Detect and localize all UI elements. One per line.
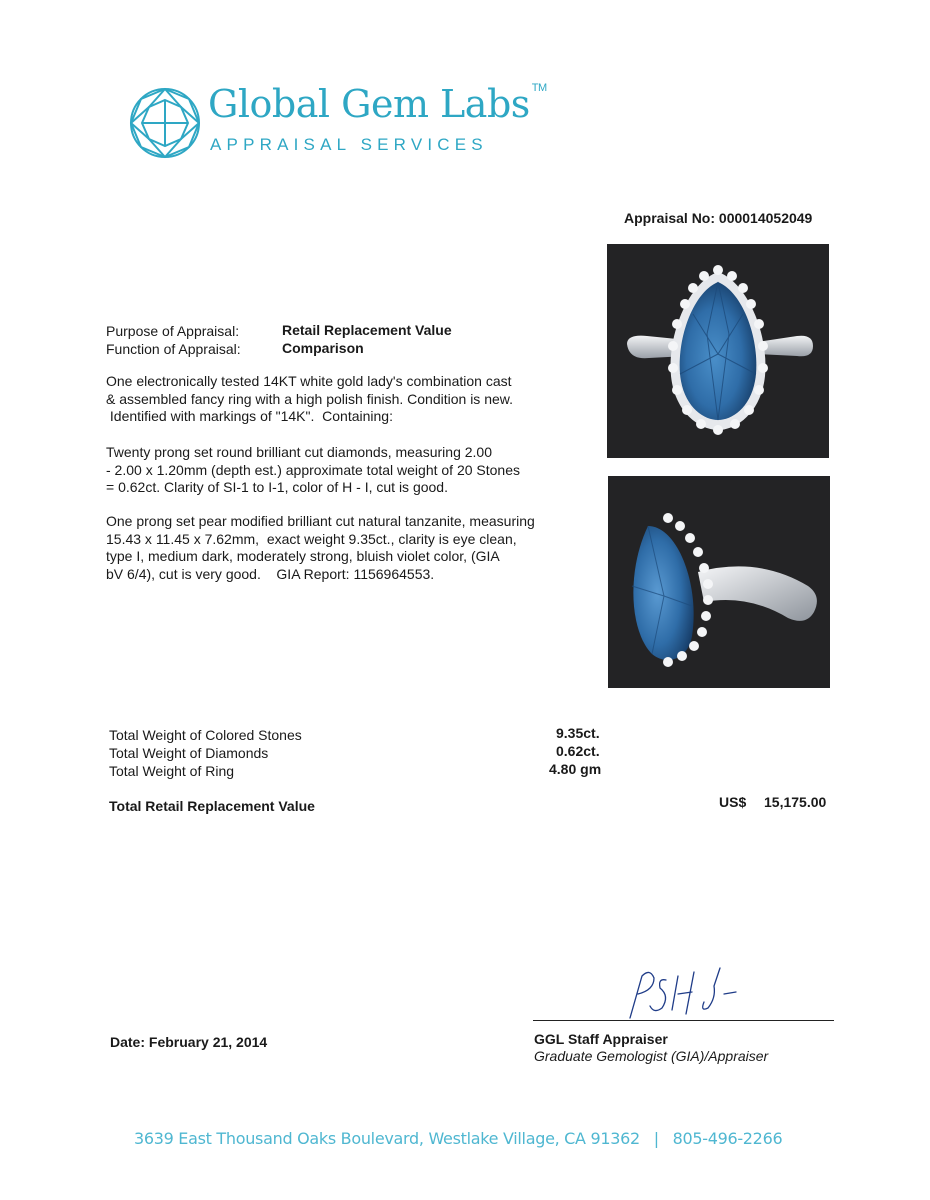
total-diamonds-value: 0.62ct. [556,743,600,759]
diamonds-description-line: Twenty prong set round brilliant cut diamonds, measuring 2.00 [106,444,492,460]
ring-front-image [607,244,829,458]
footer-phone: 805-496-2266 [672,1129,783,1148]
appraisal-number: Appraisal No: 000014052049 [624,210,813,226]
total-ring-value: 4.80 gm [549,761,602,777]
tagline: APPRAISAL SERVICES [210,135,488,154]
appraiser-credential: Graduate Gemologist (GIA)/Appraiser [534,1048,769,1064]
ring-side-image [608,476,830,688]
footer-separator: | [653,1129,659,1148]
tanzanite-description-line: One prong set pear modified brilliant cut natural tanzanite, measuring [106,513,535,529]
appraisal-date: Date: February 21, 2014 [110,1034,268,1050]
diamonds-description-line: = 0.62ct. Clarity of SI-1 to I-1, color of H - I, cut is good. [106,479,448,495]
ring-photo-front [607,244,829,458]
footer-contact [134,1129,782,1148]
diamond-icon [128,86,202,160]
ring-description [106,373,513,426]
trademark: TM [531,82,547,94]
tanzanite-description-line: type I, medium dark, moderately strong, bluish violet color, (GIA [106,548,500,564]
tanzanite-description [106,513,535,583]
purpose-value: Retail Replacement Value [282,322,452,338]
function-label: Function of Appraisal: [106,341,241,357]
company-name: Global Gem Labs [208,82,530,126]
total-ring-label: Total Weight of Ring [109,763,235,779]
signature-line [533,1020,834,1021]
diamonds-description-line: - 2.00 x 1.20mm (depth est.) approximate total weight of 20 Stones [106,461,520,478]
ring-description-line: Identified with markings of "14K". Containing: [106,408,393,424]
signature [620,958,750,1028]
footer-address: 3639 East Thousand Oaks Boulevard, Westlake Village, CA 91362 [134,1129,640,1148]
ring-photo-side [608,476,830,688]
tanzanite-description-line: 15.43 x 11.45 x 7.62mm, exact weight 9.35ct., clarity is eye clean, [106,530,517,547]
purpose-label: Purpose of Appraisal: [106,323,240,339]
total-retail-label: Total Retail Replacement Value [109,798,315,814]
function-value: Comparison [282,340,364,356]
total-retail-value: 15,175.00 [764,794,827,810]
total-colored-stones-label: Total Weight of Colored Stones [109,727,302,743]
ring-description-line: & assembled fancy ring with a high polish finish. Condition is new. [106,390,513,407]
currency: US$ [719,794,747,810]
diamonds-description [106,444,520,497]
tanzanite-description-line: bV 6/4), cut is very good. GIA Report: 1156964553. [106,565,435,582]
appraiser-title: GGL Staff Appraiser [534,1031,668,1047]
logo [128,82,547,166]
total-diamonds-label: Total Weight of Diamonds [109,745,269,761]
ring-description-line: One electronically tested 14KT white gold lady's combination cast [106,373,512,389]
total-colored-stones-value: 9.35ct. [556,725,600,741]
